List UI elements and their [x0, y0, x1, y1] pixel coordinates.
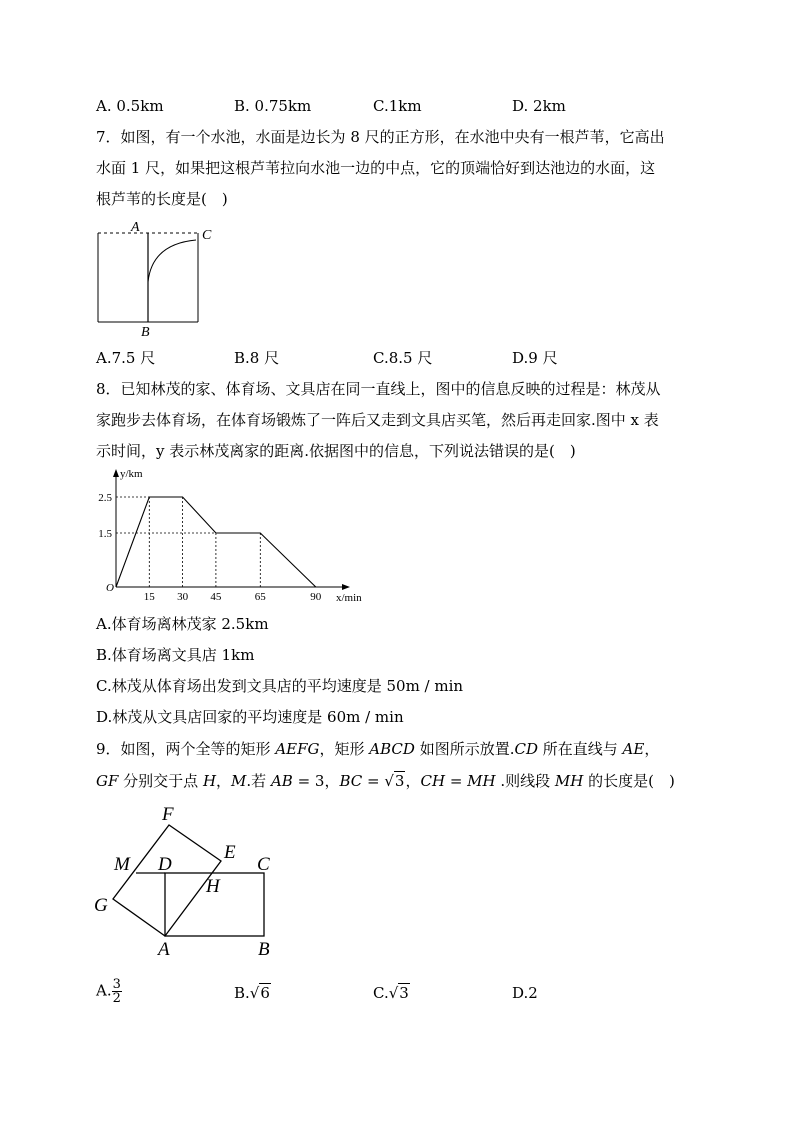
reed-arc — [148, 240, 196, 282]
q7-stem-line-1: 7．如图，有一个水池，水面是边长为 8 尺的正方形，在水池中央有一根芦苇，它高出 — [96, 128, 665, 146]
fraction-3-2 — [112, 978, 122, 1005]
q9-text: 所在直线与 — [538, 740, 623, 758]
q7-option-a: A.7.5 尺 — [96, 349, 156, 367]
label-m: M — [114, 854, 130, 875]
q9-option-c — [373, 984, 410, 1002]
y-axis-label: y/km — [120, 468, 143, 480]
y-tick-label-2.5: 2.5 — [98, 492, 112, 504]
q7-options — [96, 347, 716, 369]
q9-option-a — [96, 978, 122, 1005]
sqrt-arg: 3 — [399, 984, 409, 1002]
q9-math-h: H — [202, 772, 217, 790]
q7-option-b: B.8 尺 — [234, 349, 280, 367]
q9-math-eq3: = 3， — [292, 772, 340, 790]
x-tick-label-15: 15 — [143, 591, 155, 603]
q9-math-ab: AB — [270, 772, 293, 790]
q9-stem-line-2 — [96, 771, 675, 791]
q8-option-d: D.林茂从文具店回家的平均速度是 60m / min — [96, 708, 404, 726]
q6-options — [96, 97, 716, 119]
sqrt-arg: 6 — [260, 984, 270, 1002]
q8-stem-line-2: 家跑步去体育场，在体育场锻炼了一阵后又走到文具店买笔，然后再走回家.图中 x 表 — [96, 411, 659, 429]
q6-option-d: D. 2km — [512, 97, 566, 115]
q9-math-ch: CH — [420, 772, 446, 790]
q8-stem-line-1: 8．已知林茂的家、体育场、文具店在同一直线上，图中的信息反映的过程是：林茂从 — [96, 380, 661, 398]
sqrt-6: √6 — [249, 984, 270, 1002]
y-axis-arrow — [113, 469, 119, 477]
q8-option-a: A.体育场离林茂家 2.5km — [96, 615, 269, 633]
chart-axes — [113, 469, 350, 590]
x-axis-arrow — [342, 584, 350, 590]
rectangle-aefg — [113, 825, 221, 936]
q7-stem-line-3: 根芦苇的长度是( ) — [96, 190, 228, 208]
q8-stem-line-3: 示时间，y 表示林茂离家的距离.依据图中的信息，下列说法错误的是( ) — [96, 442, 576, 460]
q9-text: ， — [644, 740, 660, 758]
q7-pool-figure — [92, 220, 232, 340]
x-tick-label-90: 90 — [310, 591, 322, 603]
q9-math-mh: MH — [554, 772, 584, 790]
chart-guides — [116, 497, 260, 587]
label-d: D — [158, 854, 172, 875]
label-e: E — [224, 842, 236, 863]
q9-options — [96, 972, 716, 1012]
label-h: H — [206, 876, 220, 897]
q9-math-cd: CD — [514, 740, 538, 758]
label-g: G — [94, 895, 108, 916]
q8-option-c: C.林茂从体育场出发到文具店的平均速度是 50m / min — [96, 677, 464, 695]
q7-option-c: C.8.5 尺 — [373, 349, 433, 367]
q9-text: ， — [405, 772, 421, 790]
q9-math-aefg: AEFG — [275, 740, 320, 758]
q8-distance-time-chart — [90, 468, 362, 610]
label-a: A — [158, 939, 170, 960]
label-c: C — [257, 854, 270, 875]
q9-math-bc: BC — [339, 772, 363, 790]
fraction-denominator: 2 — [112, 991, 121, 1006]
q6-option-a: A. 0.5km — [96, 97, 164, 115]
q9-text: 的长度是( ) — [583, 772, 675, 790]
q9-math-abcd: ABCD — [369, 740, 415, 758]
q9-text: ， — [216, 772, 232, 790]
origin-label: O — [106, 582, 114, 594]
option-prefix: C. — [373, 984, 389, 1002]
label-b: B — [141, 325, 150, 340]
q6-option-b: B. 0.75km — [234, 97, 312, 115]
q9-text: 如图所示放置. — [414, 740, 515, 758]
q6-option-c: C.1km — [373, 97, 422, 115]
x-tick-label-30: 30 — [177, 591, 189, 603]
x-tick-label-45: 45 — [210, 591, 222, 603]
q9-math-mh: MH — [467, 772, 496, 790]
q9-math-sqrt: = √ — [362, 772, 394, 790]
q9-math-gf: GF — [96, 772, 119, 790]
q9-math-eq: = — [445, 772, 468, 790]
q9-text: ，矩形 — [319, 740, 370, 758]
q9-math-sqrt-arg: 3 — [394, 772, 405, 790]
q7-stem-line-2: 水面 1 尺，如果把这根芦苇拉向水池一边的中点，它的顶端恰好到达池边的水面，这 — [96, 159, 656, 177]
label-b: B — [258, 939, 270, 960]
x-tick-label-65: 65 — [254, 591, 266, 603]
label-f: F — [162, 804, 174, 825]
q9-rectangles-figure — [92, 800, 292, 960]
x-axis-label: x/min — [336, 592, 362, 604]
fraction-numerator: 3 — [112, 977, 121, 992]
option-prefix: A. — [96, 981, 112, 1000]
q9-text: .则线段 — [495, 772, 555, 790]
q9-text: 分别交于点 — [118, 772, 203, 790]
y-tick-label-1.5: 1.5 — [98, 528, 112, 540]
q9-stem-line-1 — [96, 739, 659, 759]
option-prefix: B. — [234, 984, 250, 1002]
q9-text: .若 — [246, 772, 271, 790]
q7-option-d: D.9 尺 — [512, 349, 558, 367]
sqrt-3: √3 — [388, 984, 409, 1002]
label-c: C — [202, 228, 212, 243]
q9-math-m: M — [231, 772, 247, 790]
q9-math-ae: AE — [622, 740, 645, 758]
q9-option-b — [234, 984, 271, 1002]
q8-option-b: B.体育场离文具店 1km — [96, 646, 255, 664]
chart-labels — [98, 468, 362, 604]
q9-option-d: D.2 — [512, 984, 538, 1002]
label-a: A — [131, 220, 140, 235]
q9-text: 9．如图，两个全等的矩形 — [96, 740, 276, 758]
